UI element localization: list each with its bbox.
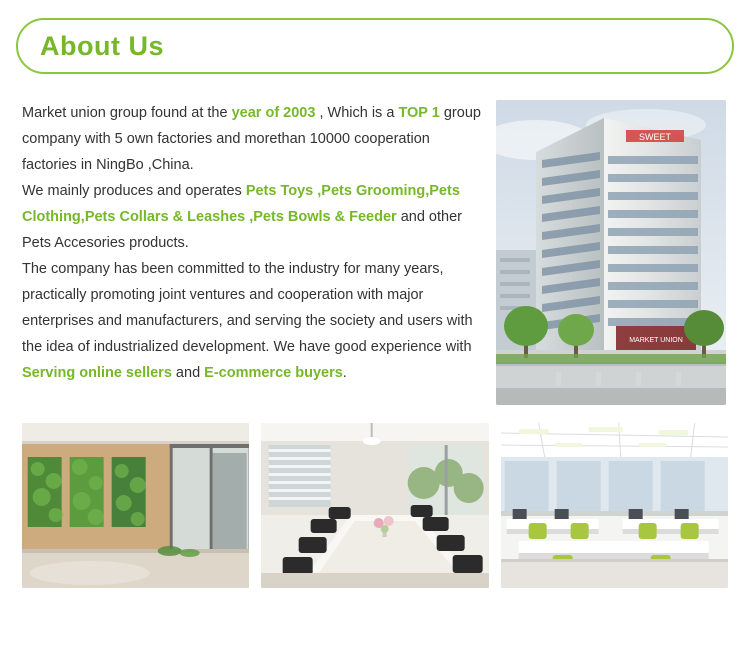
about-ecommerce-buyers-highlight: E-commerce buyers	[204, 365, 343, 381]
meeting-room-photo	[261, 423, 488, 588]
meeting-room-illustration	[261, 423, 488, 588]
about-online-sellers-highlight: Serving online sellers	[22, 365, 172, 381]
about-us-header	[16, 18, 734, 74]
about-line5-c: .	[342, 365, 347, 381]
about-line4: The company has been committed to the industry for many years, practically promoting joint ventures and cooperation with major enterprises and manufacturers, and serving the society and users with the idea of industrialized development.	[22, 261, 473, 355]
office-building-exterior-photo	[496, 100, 726, 405]
svg-text:MARKET UNION: MARKET UNION	[629, 337, 683, 344]
green-wall-lobby-photo	[22, 423, 249, 588]
about-text-column	[22, 100, 482, 386]
about-products-highlight: Pets Toys ,Pets Grooming,Pets Clothing,Pets Collars & Leashes ,Pets Bowls & Feeder	[22, 183, 460, 225]
open-plan-office-illustration	[501, 423, 728, 588]
about-top1-highlight: TOP 1	[398, 105, 440, 121]
about-content-row	[16, 100, 734, 405]
about-line3-b: and other Pets Accesories products.	[22, 209, 462, 251]
svg-text:SWEET: SWEET	[638, 132, 672, 142]
about-line2-b: group company with 5 own factories and morethan 10000 cooperation factories in NingBo ,China.	[22, 105, 481, 173]
office-building-illustration	[496, 100, 726, 405]
about-line5-a: We have good experience with	[273, 339, 472, 355]
open-plan-office-photo	[501, 423, 728, 588]
about-line1-a: Market union group found at the	[22, 105, 232, 121]
page-title: About Us	[40, 30, 164, 61]
about-line3-a: We mainly produces and operates	[22, 183, 246, 199]
about-line1-b: , Which is a	[315, 105, 399, 121]
about-year-highlight: year of 2003	[231, 105, 316, 121]
photo-gallery	[16, 423, 734, 588]
about-paragraph	[22, 100, 482, 386]
about-line5-b: and	[171, 365, 205, 381]
green-wall-lobby-illustration	[22, 423, 249, 588]
